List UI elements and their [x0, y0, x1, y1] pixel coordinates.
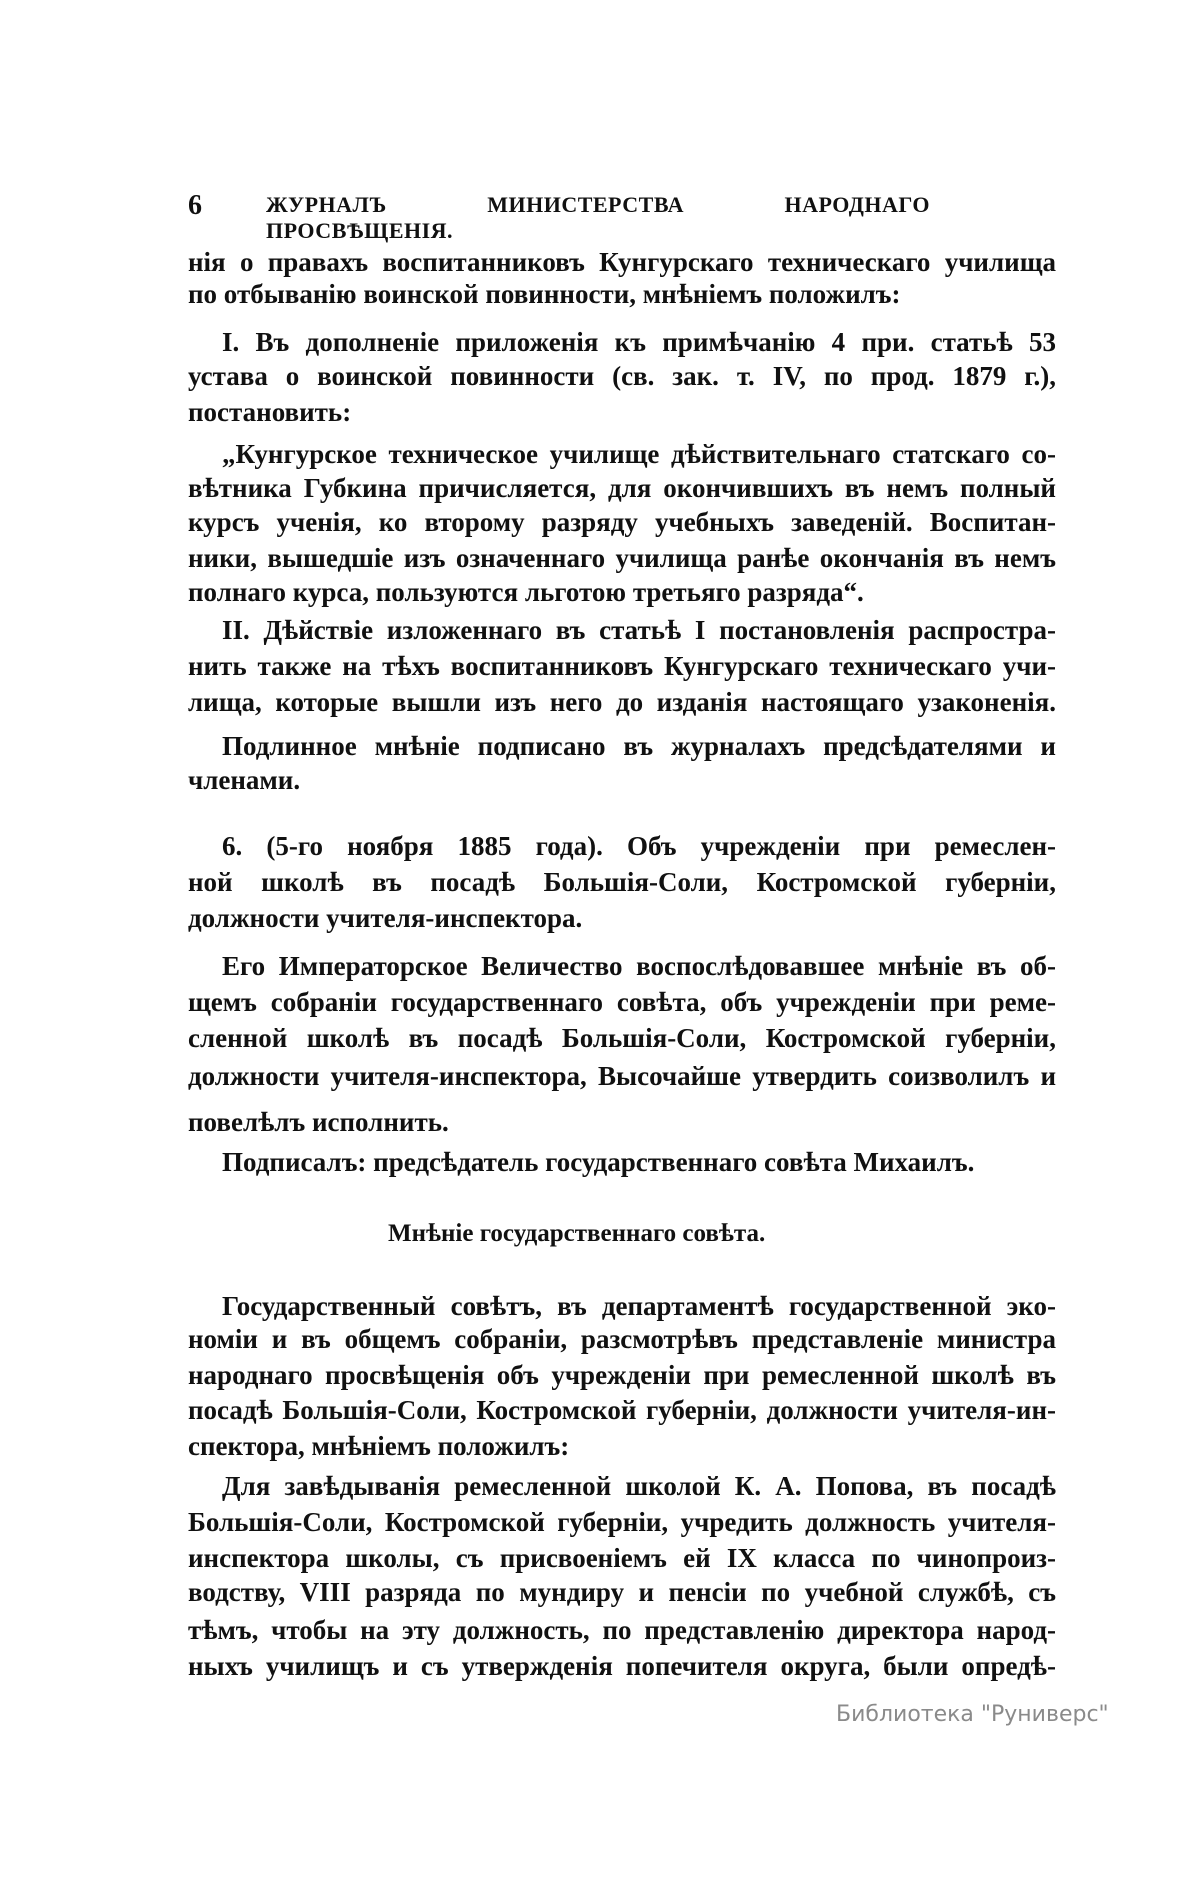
text-line: народнаго просвѣщенія объ учрежденіи при ремесленной школѣ въ: [188, 1360, 1056, 1390]
text-line: лища, которые вышли изъ него до изданія настоящаго узаконенія.: [188, 687, 1056, 717]
text-line: нить также на тѣхъ воспитанниковъ Кунгурскаго техническаго учи-: [188, 651, 1056, 681]
text-line: инспектора школы, съ присвоеніемъ ей IX класса по чинопроиз-: [188, 1543, 1056, 1573]
text-line: ной школѣ въ посадѣ Большія-Соли, Костромской губерніи,: [188, 867, 1056, 897]
text-line: повелѣлъ исполнить.: [188, 1107, 449, 1137]
text-line: щемъ собраніи государственнаго совѣта, объ учрежденіи при реме-: [188, 987, 1056, 1017]
text-line: I. Въ дополненіе приложенія къ примѣчанію 4 при. статьѣ 53: [222, 327, 1056, 357]
section-heading: Мнѣніе государственнаго совѣта.: [388, 1220, 766, 1247]
text-line: Подлинное мнѣніе подписано въ журналахъ предсѣдателями и: [222, 731, 1056, 761]
text-line: тѣмъ, чтобы на эту должность, по представленію директора народ-: [188, 1615, 1056, 1645]
text-line: постановить:: [188, 397, 352, 427]
text-line: водству, VIII разряда по мундиру и пенсіи по учебной службѣ, съ: [188, 1577, 1056, 1607]
text-line: Для завѣдыванія ремесленной школой К. А. Попова, въ посадѣ: [222, 1471, 1056, 1501]
page-number: 6: [188, 190, 202, 221]
text-line: спектора, мнѣніемъ положилъ:: [188, 1431, 570, 1461]
text-line: 6. (5-го ноября 1885 года). Объ учрежденіи при ремеслен-: [222, 831, 1056, 861]
text-line: Большія-Соли, Костромской губерніи, учредить должность учителя-: [188, 1507, 1056, 1537]
text-line: Его Императорское Величество воспослѣдовавшее мнѣніе въ об-: [222, 951, 1056, 981]
text-line: Подписалъ: предсѣдатель государственнаго совѣта Михаилъ.: [222, 1147, 975, 1177]
text-line: „Кунгурское техническое училище дѣйствительнаго статскаго со-: [222, 439, 1056, 469]
running-title: ЖУРНАЛЪ МИНИСТЕРСТВА НАРОДНАГО ПРОСВѢЩЕНІЯ.: [266, 192, 930, 243]
text-line: II. Дѣйствіе изложеннаго въ статьѣ I постановленія распростра-: [222, 615, 1056, 645]
text-line: нія о правахъ воспитанниковъ Кунгурскаго техническаго училища: [188, 247, 1056, 277]
text-line: полнаго курса, пользуются льготою третьяго разряда“.: [188, 577, 864, 607]
text-line: посадѣ Большія-Соли, Костромской губерніи, должности учителя-ин-: [188, 1395, 1056, 1425]
text-line: вѣтника Губкина причисляется, для окончившихъ въ немъ полный: [188, 473, 1056, 503]
text-line: членами.: [188, 765, 301, 795]
text-line: курсъ ученія, ко второму разряду учебныхъ заведеній. Воспитан-: [188, 507, 1056, 537]
text-line: номіи и въ общемъ собраніи, разсмотрѣвъ представленіе министра: [188, 1324, 1056, 1354]
text-line: должности учителя-инспектора.: [188, 903, 583, 933]
text-line: должности учителя-инспектора, Высочайше утвердить соизволилъ и: [188, 1061, 1056, 1091]
text-line: Государственный совѣтъ, въ департаментѣ государственной эко-: [222, 1291, 1056, 1321]
text-line: ныхъ училищъ и съ утвержденія попечителя округа, были опредѣ-: [188, 1651, 1056, 1681]
text-line: по отбыванію воинской повинности, мнѣніемъ положилъ:: [188, 279, 901, 309]
library-watermark: Библиотека "Руниверс": [836, 1702, 1109, 1727]
text-line: ники, вышедшіе изъ означеннаго училища ранѣе окончанія въ немъ: [188, 543, 1056, 573]
text-line: сленной школѣ въ посадѣ Большія-Соли, Костромской губерніи,: [188, 1023, 1056, 1053]
text-line: устава о воинской повинности (св. зак. т. IV, по прод. 1879 г.),: [188, 361, 1056, 391]
